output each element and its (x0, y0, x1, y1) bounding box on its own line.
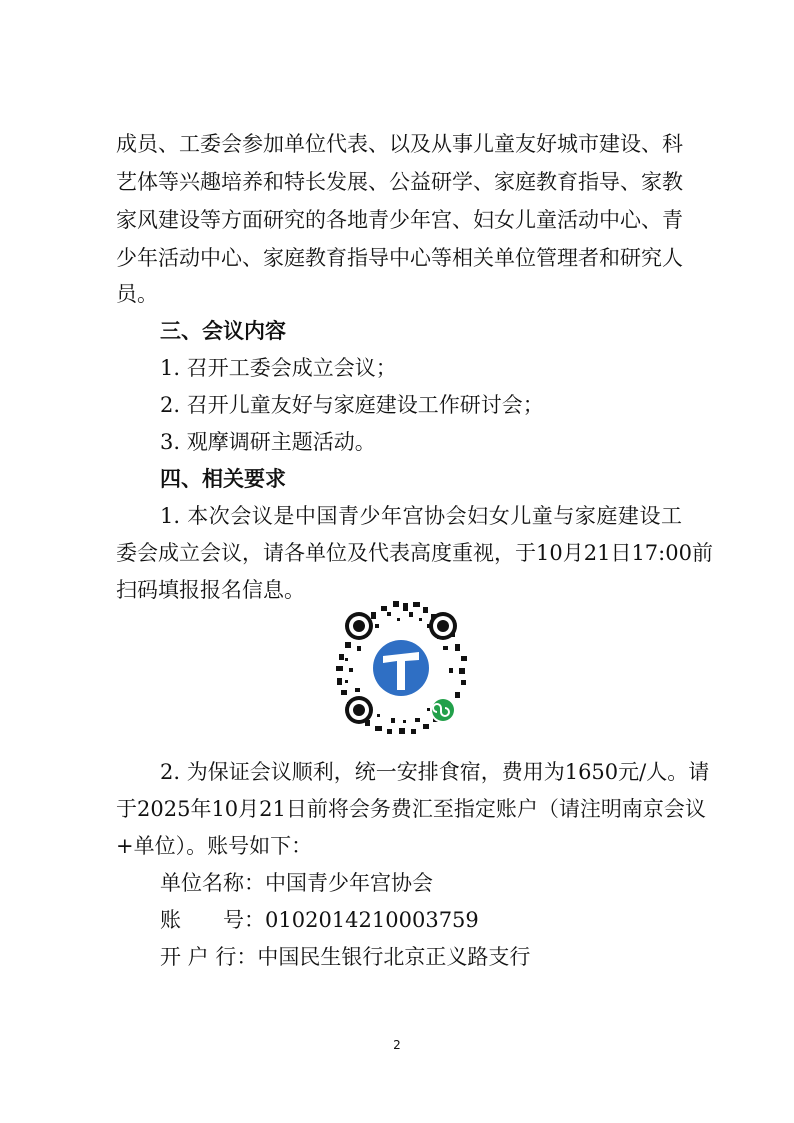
qr-finder-top-right (429, 612, 457, 640)
account-bank-value: 中国民生银行北京正义路支行 (257, 945, 531, 969)
paragraph-line: 员。 (116, 282, 158, 306)
account-name-row (160, 870, 433, 896)
registration-qr-code[interactable] (331, 598, 471, 738)
qr-finder-bottom-left (345, 696, 373, 724)
account-number-label: 账 号： (160, 908, 265, 932)
paragraph-line: 家风建设等方面研究的各地青少年宫、妇女儿童活动中心、青 (116, 208, 683, 232)
requirement-1-line: 委会成立会议，请各单位及代表高度重视，于10月21日17:00前 (116, 541, 713, 565)
qr-center-logo (369, 636, 433, 700)
account-bank-label: 开 户 行： (160, 945, 258, 969)
paragraph-line: 少年活动中心、家庭教育指导中心等相关单位管理者和研究人 (116, 246, 683, 270)
requirement-2-line: 于2025年10月21日前将会务费汇至指定账户（请注明南京会议 (116, 797, 706, 821)
mini-program-icon (430, 697, 456, 723)
account-bank-row (160, 944, 530, 970)
requirement-2-line: 2. 为保证会议顺利，统一安排食宿，费用为1650元/人。请 (160, 760, 710, 784)
account-name-label: 单位名称： (160, 871, 265, 895)
requirement-2-line: +单位）。账号如下： (116, 834, 313, 858)
paragraph-line: 艺体等兴趣培养和特长发展、公益研学、家庭教育指导、家教 (116, 170, 683, 194)
paragraph-line: 成员、工委会参加单位代表、以及从事儿童友好城市建设、科 (116, 132, 683, 156)
content-item-3: 3. 观摩调研主题活动。 (160, 430, 376, 454)
account-number-row (160, 907, 479, 933)
section-heading-content: 三、会议内容 (160, 319, 286, 343)
page-number: 2 (393, 1038, 401, 1052)
account-name-value: 中国青少年宫协会 (265, 871, 433, 895)
requirement-1-line: 扫码填报报名信息。 (116, 578, 305, 602)
account-number-value: 0102014210003759 (265, 908, 479, 932)
requirement-1-line: 1. 本次会议是中国青少年宫协会妇女儿童与家庭建设工 (160, 504, 682, 528)
content-item-1: 1. 召开工委会成立会议； (160, 356, 397, 380)
section-heading-requirements: 四、相关要求 (160, 467, 286, 491)
content-item-2: 2. 召开儿童友好与家庭建设工作研讨会； (160, 393, 544, 417)
qr-finder-top-left (345, 612, 373, 640)
